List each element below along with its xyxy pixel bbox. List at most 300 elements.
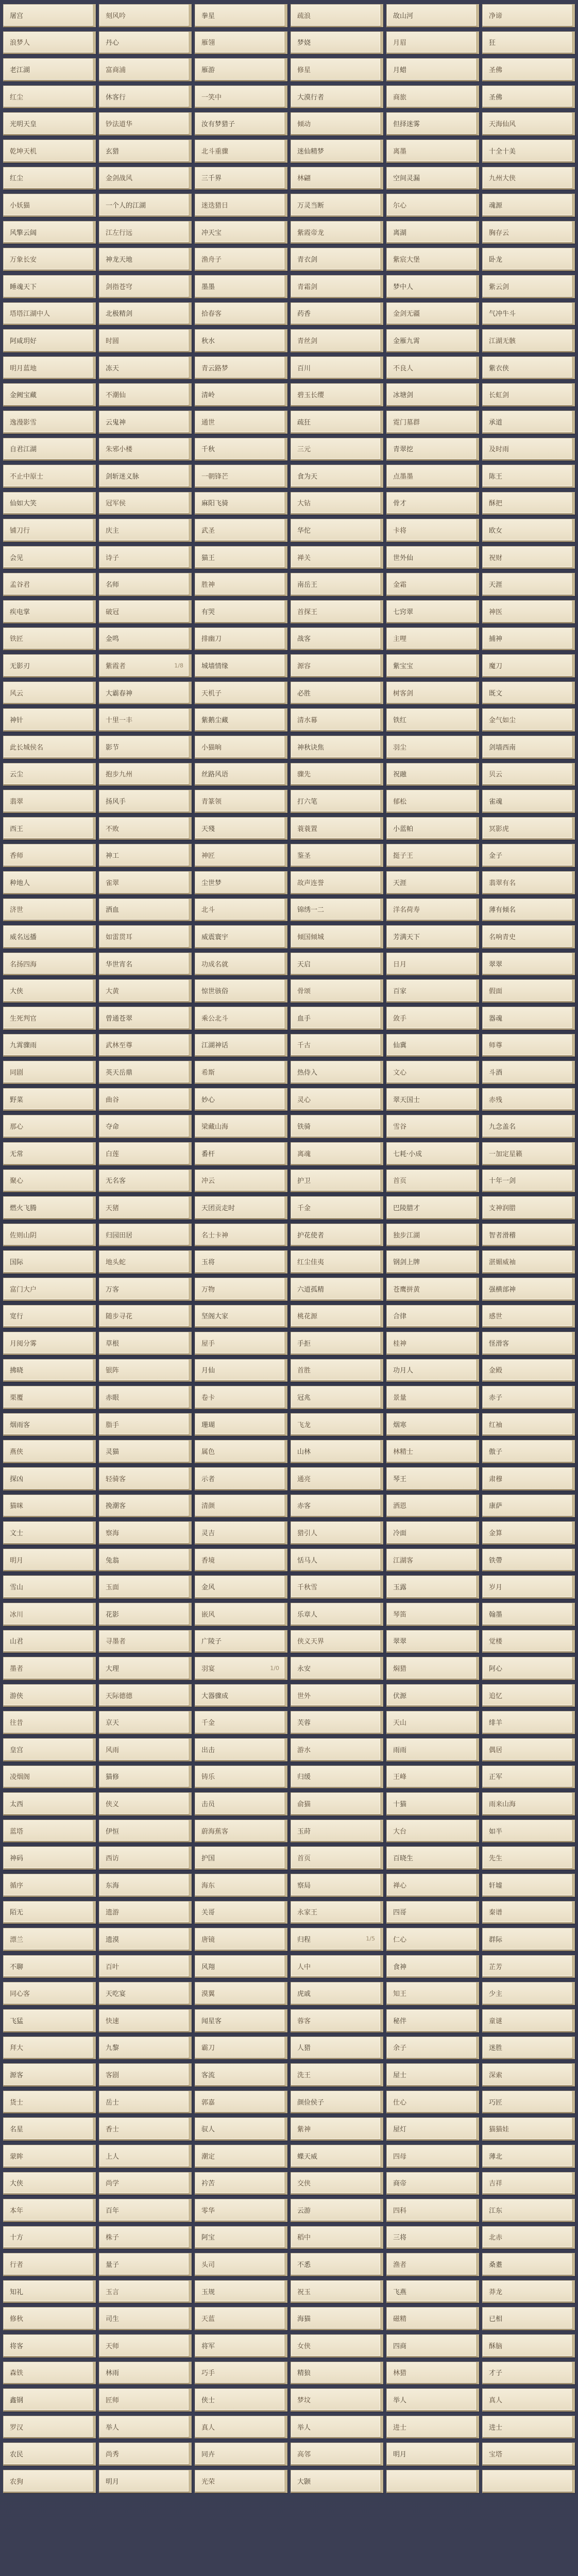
title-cell[interactable] — [3, 1088, 96, 1111]
title-cell[interactable] — [386, 871, 479, 894]
title-cell[interactable] — [482, 519, 575, 542]
title-cell[interactable] — [99, 411, 192, 434]
title-cell[interactable] — [482, 1549, 575, 1572]
title-cell[interactable] — [482, 1928, 575, 1951]
title-cell[interactable] — [99, 654, 192, 677]
title-cell[interactable] — [386, 221, 479, 244]
title-cell[interactable] — [386, 1711, 479, 1734]
title-cell[interactable] — [291, 1495, 383, 1518]
title-cell[interactable] — [195, 1115, 287, 1138]
title-cell[interactable] — [195, 1170, 287, 1193]
title-cell[interactable] — [99, 600, 192, 623]
title-cell[interactable] — [99, 1115, 192, 1138]
title-cell[interactable] — [482, 2416, 575, 2439]
title-cell[interactable] — [386, 1901, 479, 1924]
title-cell[interactable] — [195, 302, 287, 326]
title-cell[interactable] — [195, 1007, 287, 1030]
title-cell[interactable] — [386, 1170, 479, 1193]
title-cell[interactable] — [195, 167, 287, 190]
title-cell[interactable] — [195, 2226, 287, 2249]
title-cell[interactable] — [386, 2416, 479, 2439]
title-cell[interactable] — [195, 2388, 287, 2412]
title-cell[interactable] — [482, 329, 575, 352]
title-cell[interactable] — [482, 1467, 575, 1490]
title-cell[interactable] — [99, 2416, 192, 2439]
title-cell[interactable] — [291, 1115, 383, 1138]
title-cell[interactable] — [291, 682, 383, 705]
title-cell[interactable] — [482, 1766, 575, 1789]
title-cell[interactable] — [3, 2009, 96, 2032]
title-cell[interactable] — [195, 1250, 287, 1274]
title-cell[interactable] — [99, 2091, 192, 2114]
title-cell[interactable] — [3, 519, 96, 542]
title-cell[interactable] — [99, 1549, 192, 1572]
title-cell[interactable] — [99, 1792, 192, 1816]
title-cell[interactable] — [99, 546, 192, 569]
title-cell[interactable] — [482, 1250, 575, 1274]
title-cell[interactable] — [291, 1007, 383, 1030]
title-cell[interactable] — [291, 302, 383, 326]
title-cell[interactable] — [291, 2443, 383, 2466]
title-cell[interactable] — [291, 1332, 383, 1355]
title-cell[interactable] — [291, 2037, 383, 2060]
title-cell[interactable] — [482, 4, 575, 27]
title-cell[interactable] — [3, 1250, 96, 1274]
title-cell[interactable] — [291, 2253, 383, 2276]
title-cell[interactable] — [99, 573, 192, 596]
title-cell[interactable] — [3, 600, 96, 623]
title-cell[interactable] — [291, 1278, 383, 1301]
title-cell[interactable] — [99, 2443, 192, 2466]
title-cell[interactable] — [99, 925, 192, 948]
title-cell[interactable] — [3, 140, 96, 163]
title-cell[interactable] — [291, 2091, 383, 2114]
title-cell[interactable] — [291, 2226, 383, 2249]
title-cell[interactable] — [3, 871, 96, 894]
title-cell[interactable] — [482, 1332, 575, 1355]
title-cell[interactable] — [195, 790, 287, 813]
title-cell[interactable] — [482, 573, 575, 596]
title-cell[interactable] — [99, 1305, 192, 1328]
title-cell[interactable] — [482, 708, 575, 732]
title-cell[interactable] — [482, 1982, 575, 2005]
title-cell[interactable] — [99, 2334, 192, 2358]
title-cell[interactable] — [291, 2117, 383, 2141]
title-cell[interactable] — [291, 1711, 383, 1734]
title-cell[interactable] — [3, 979, 96, 1003]
title-cell[interactable] — [386, 844, 479, 867]
title-cell[interactable] — [3, 573, 96, 596]
title-cell[interactable] — [99, 2280, 192, 2303]
title-cell[interactable] — [291, 4, 383, 27]
title-cell[interactable] — [195, 1521, 287, 1545]
title-cell[interactable] — [386, 1684, 479, 1707]
title-cell[interactable] — [291, 2307, 383, 2330]
title-cell[interactable] — [386, 925, 479, 948]
title-cell[interactable] — [3, 2388, 96, 2412]
title-cell[interactable] — [386, 2443, 479, 2466]
title-cell[interactable] — [99, 1603, 192, 1626]
title-cell[interactable] — [482, 1007, 575, 1030]
title-cell[interactable] — [195, 654, 287, 677]
title-cell[interactable] — [3, 1467, 96, 1490]
title-cell[interactable] — [386, 112, 479, 135]
title-cell[interactable] — [386, 275, 479, 298]
title-cell[interactable] — [195, 194, 287, 217]
title-cell[interactable] — [195, 31, 287, 55]
title-cell[interactable] — [99, 1711, 192, 1734]
title-cell[interactable] — [386, 1250, 479, 1274]
title-cell[interactable] — [482, 1413, 575, 1436]
title-cell[interactable] — [195, 1684, 287, 1707]
title-cell[interactable] — [195, 2334, 287, 2358]
title-cell[interactable] — [99, 817, 192, 840]
title-cell[interactable] — [195, 275, 287, 298]
title-cell[interactable] — [482, 1142, 575, 1165]
title-cell[interactable] — [386, 1088, 479, 1111]
title-cell[interactable] — [386, 546, 479, 569]
title-cell[interactable] — [99, 275, 192, 298]
title-cell[interactable] — [291, 979, 383, 1003]
title-cell[interactable] — [291, 1657, 383, 1680]
title-cell[interactable] — [99, 682, 192, 705]
title-cell[interactable] — [3, 899, 96, 922]
title-cell[interactable] — [386, 2470, 479, 2493]
title-cell[interactable] — [195, 2063, 287, 2087]
title-cell[interactable] — [482, 2253, 575, 2276]
title-cell[interactable] — [99, 763, 192, 786]
title-cell[interactable] — [482, 2307, 575, 2330]
title-cell[interactable] — [99, 2199, 192, 2222]
title-cell[interactable] — [386, 2280, 479, 2303]
title-cell[interactable] — [291, 2172, 383, 2195]
title-cell[interactable] — [291, 2063, 383, 2087]
title-cell[interactable] — [195, 1874, 287, 1897]
title-cell[interactable] — [386, 1386, 479, 1409]
title-cell[interactable] — [195, 1224, 287, 1247]
title-cell[interactable] — [386, 329, 479, 352]
title-cell[interactable] — [482, 2199, 575, 2222]
title-cell[interactable] — [195, 411, 287, 434]
title-cell[interactable] — [99, 1413, 192, 1436]
title-cell[interactable] — [195, 2199, 287, 2222]
title-cell[interactable] — [3, 112, 96, 135]
title-cell[interactable] — [3, 58, 96, 81]
title-cell[interactable] — [482, 790, 575, 813]
title-cell[interactable] — [3, 1142, 96, 1165]
title-cell[interactable] — [195, 1630, 287, 1653]
title-cell[interactable] — [386, 248, 479, 271]
title-cell[interactable] — [291, 1359, 383, 1382]
title-cell[interactable] — [99, 1738, 192, 1761]
title-cell[interactable] — [99, 736, 192, 759]
title-cell[interactable] — [3, 2307, 96, 2330]
title-cell[interactable] — [291, 573, 383, 596]
title-cell[interactable] — [482, 31, 575, 55]
title-cell[interactable] — [291, 1061, 383, 1084]
title-cell[interactable] — [482, 600, 575, 623]
title-cell[interactable] — [482, 1820, 575, 1843]
title-cell[interactable] — [195, 112, 287, 135]
title-cell[interactable] — [291, 2416, 383, 2439]
title-cell[interactable] — [195, 2280, 287, 2303]
title-cell[interactable] — [386, 1007, 479, 1030]
title-cell[interactable] — [291, 1846, 383, 1870]
title-cell[interactable] — [482, 2388, 575, 2412]
title-cell[interactable] — [482, 411, 575, 434]
title-cell[interactable] — [99, 1088, 192, 1111]
title-cell[interactable] — [482, 1196, 575, 1219]
title-cell[interactable] — [3, 4, 96, 27]
title-cell[interactable] — [3, 2199, 96, 2222]
title-cell[interactable] — [99, 2253, 192, 2276]
title-cell[interactable] — [3, 1278, 96, 1301]
title-cell[interactable] — [99, 329, 192, 352]
title-cell[interactable] — [386, 438, 479, 461]
title-cell[interactable] — [386, 1738, 479, 1761]
title-cell[interactable] — [195, 979, 287, 1003]
title-cell[interactable] — [291, 1820, 383, 1843]
title-cell[interactable] — [291, 519, 383, 542]
title-cell[interactable] — [3, 2145, 96, 2168]
title-cell[interactable] — [482, 2470, 575, 2493]
title-cell[interactable] — [195, 817, 287, 840]
title-cell[interactable] — [386, 2037, 479, 2060]
title-cell[interactable] — [99, 248, 192, 271]
title-cell[interactable] — [99, 2226, 192, 2249]
title-cell[interactable] — [482, 763, 575, 786]
title-cell[interactable] — [291, 1901, 383, 1924]
title-cell[interactable] — [3, 302, 96, 326]
title-cell[interactable] — [291, 248, 383, 271]
title-cell[interactable] — [99, 1820, 192, 1843]
title-cell[interactable] — [99, 2307, 192, 2330]
title-cell[interactable] — [386, 1603, 479, 1626]
title-cell[interactable] — [195, 1711, 287, 1734]
title-cell[interactable] — [99, 58, 192, 81]
title-cell[interactable] — [99, 1061, 192, 1084]
title-cell[interactable] — [291, 2388, 383, 2412]
title-cell[interactable] — [99, 1196, 192, 1219]
title-cell[interactable] — [99, 1521, 192, 1545]
title-cell[interactable] — [386, 1549, 479, 1572]
title-cell[interactable] — [99, 1170, 192, 1193]
title-cell[interactable] — [3, 86, 96, 109]
title-cell[interactable] — [195, 1495, 287, 1518]
title-cell[interactable] — [99, 1684, 192, 1707]
title-cell[interactable] — [99, 2009, 192, 2032]
title-cell[interactable] — [291, 438, 383, 461]
title-cell[interactable] — [3, 1224, 96, 1247]
title-cell[interactable] — [482, 1874, 575, 1897]
title-cell[interactable] — [99, 383, 192, 406]
title-cell[interactable] — [195, 1196, 287, 1219]
title-cell[interactable] — [99, 1901, 192, 1924]
title-cell[interactable] — [291, 1305, 383, 1328]
title-cell[interactable] — [195, 736, 287, 759]
title-cell[interactable] — [482, 492, 575, 515]
title-cell[interactable] — [291, 1250, 383, 1274]
title-cell[interactable] — [3, 1196, 96, 1219]
title-cell[interactable] — [386, 708, 479, 732]
title-cell[interactable] — [291, 1630, 383, 1653]
title-cell[interactable] — [3, 167, 96, 190]
title-cell[interactable] — [3, 708, 96, 732]
title-cell[interactable] — [99, 1846, 192, 1870]
title-cell[interactable] — [99, 2470, 192, 2493]
title-cell[interactable] — [3, 1982, 96, 2005]
title-cell[interactable] — [291, 329, 383, 352]
title-cell[interactable] — [195, 465, 287, 488]
title-cell[interactable] — [482, 2280, 575, 2303]
title-cell[interactable] — [195, 1440, 287, 1463]
title-cell[interactable] — [3, 1711, 96, 1734]
title-cell[interactable] — [291, 1955, 383, 1978]
title-cell[interactable] — [195, 2172, 287, 2195]
title-cell[interactable] — [482, 1224, 575, 1247]
title-cell[interactable] — [386, 1196, 479, 1219]
title-cell[interactable] — [195, 1061, 287, 1084]
title-cell[interactable] — [195, 925, 287, 948]
title-cell[interactable] — [291, 1224, 383, 1247]
title-cell[interactable] — [386, 790, 479, 813]
title-cell[interactable] — [195, 1088, 287, 1111]
title-cell[interactable] — [195, 1955, 287, 1978]
title-cell[interactable] — [195, 383, 287, 406]
title-cell[interactable] — [291, 2145, 383, 2168]
title-cell[interactable] — [195, 1549, 287, 1572]
title-cell[interactable] — [482, 465, 575, 488]
title-cell[interactable] — [3, 790, 96, 813]
title-cell[interactable] — [99, 1007, 192, 1030]
title-cell[interactable] — [99, 492, 192, 515]
title-cell[interactable] — [291, 357, 383, 380]
title-cell[interactable] — [3, 1738, 96, 1761]
title-cell[interactable] — [386, 383, 479, 406]
title-cell[interactable] — [482, 1657, 575, 1680]
title-cell[interactable] — [482, 2226, 575, 2249]
title-cell[interactable] — [291, 708, 383, 732]
title-cell[interactable] — [482, 2145, 575, 2168]
title-cell[interactable] — [291, 383, 383, 406]
title-cell[interactable] — [195, 2145, 287, 2168]
title-cell[interactable] — [99, 1440, 192, 1463]
title-cell[interactable] — [386, 31, 479, 55]
title-cell[interactable] — [195, 708, 287, 732]
title-cell[interactable] — [386, 953, 479, 976]
title-cell[interactable] — [99, 357, 192, 380]
title-cell[interactable] — [482, 817, 575, 840]
title-cell[interactable] — [291, 1792, 383, 1816]
title-cell[interactable] — [291, 1142, 383, 1165]
title-cell[interactable] — [195, 546, 287, 569]
title-cell[interactable] — [386, 979, 479, 1003]
title-cell[interactable] — [386, 1575, 479, 1599]
title-cell[interactable] — [3, 1061, 96, 1084]
title-cell[interactable] — [291, 1196, 383, 1219]
title-cell[interactable] — [195, 1603, 287, 1626]
title-cell[interactable] — [3, 1549, 96, 1572]
title-cell[interactable] — [99, 1630, 192, 1653]
title-cell[interactable] — [386, 519, 479, 542]
title-cell[interactable] — [482, 1495, 575, 1518]
title-cell[interactable] — [482, 1955, 575, 1978]
title-cell[interactable] — [291, 140, 383, 163]
title-cell[interactable] — [99, 31, 192, 55]
title-cell[interactable] — [195, 1034, 287, 1057]
title-cell[interactable] — [3, 1359, 96, 1382]
title-cell[interactable] — [99, 1224, 192, 1247]
title-cell[interactable] — [482, 1603, 575, 1626]
title-cell[interactable] — [386, 86, 479, 109]
title-cell[interactable] — [3, 2253, 96, 2276]
title-cell[interactable] — [291, 465, 383, 488]
title-cell[interactable] — [291, 1386, 383, 1409]
title-cell[interactable] — [291, 1684, 383, 1707]
title-cell[interactable] — [195, 600, 287, 623]
title-cell[interactable] — [482, 1901, 575, 1924]
title-cell[interactable] — [291, 763, 383, 786]
title-cell[interactable] — [291, 112, 383, 135]
title-cell[interactable] — [3, 1007, 96, 1030]
title-cell[interactable] — [195, 519, 287, 542]
title-cell[interactable] — [3, 357, 96, 380]
title-cell[interactable] — [291, 628, 383, 651]
title-cell[interactable] — [386, 58, 479, 81]
title-cell[interactable] — [386, 357, 479, 380]
title-cell[interactable] — [3, 2416, 96, 2439]
title-cell[interactable] — [482, 140, 575, 163]
title-cell[interactable] — [291, 1088, 383, 1111]
title-cell[interactable] — [99, 221, 192, 244]
title-cell[interactable] — [386, 2334, 479, 2358]
title-cell[interactable] — [3, 194, 96, 217]
title-cell[interactable] — [291, 1440, 383, 1463]
title-cell[interactable] — [3, 1521, 96, 1545]
title-cell[interactable] — [99, 2388, 192, 2412]
title-cell[interactable] — [3, 682, 96, 705]
title-cell[interactable] — [3, 925, 96, 948]
title-cell[interactable] — [3, 817, 96, 840]
title-cell[interactable] — [3, 1305, 96, 1328]
title-cell[interactable] — [99, 628, 192, 651]
title-cell[interactable] — [195, 871, 287, 894]
title-cell[interactable] — [99, 844, 192, 867]
title-cell[interactable] — [195, 1278, 287, 1301]
title-cell[interactable] — [3, 1684, 96, 1707]
title-cell[interactable] — [3, 2470, 96, 2493]
title-cell[interactable] — [386, 194, 479, 217]
title-cell[interactable] — [291, 899, 383, 922]
title-cell[interactable] — [99, 112, 192, 135]
title-cell[interactable] — [482, 1278, 575, 1301]
title-cell[interactable] — [291, 1982, 383, 2005]
title-cell[interactable] — [482, 844, 575, 867]
title-cell[interactable] — [291, 1467, 383, 1490]
title-cell[interactable] — [195, 2416, 287, 2439]
title-cell[interactable] — [291, 953, 383, 976]
title-cell[interactable] — [482, 1034, 575, 1057]
title-cell[interactable] — [3, 2117, 96, 2141]
title-cell[interactable] — [386, 763, 479, 786]
title-cell[interactable] — [195, 1332, 287, 1355]
title-cell[interactable] — [482, 1170, 575, 1193]
title-cell[interactable] — [3, 654, 96, 677]
title-cell[interactable] — [195, 953, 287, 976]
title-cell[interactable] — [195, 4, 287, 27]
title-cell[interactable] — [482, 357, 575, 380]
title-cell[interactable] — [482, 302, 575, 326]
